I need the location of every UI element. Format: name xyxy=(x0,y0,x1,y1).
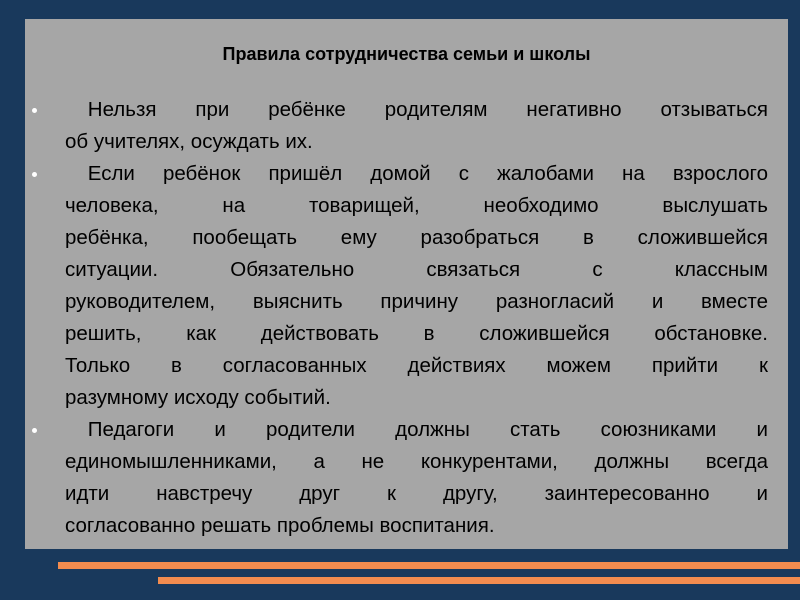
word: друг xyxy=(299,482,341,505)
text-line xyxy=(65,158,768,190)
word: союзниками xyxy=(600,418,717,441)
word: на xyxy=(222,194,246,217)
word: Нельзя xyxy=(65,98,157,121)
bullet-text xyxy=(65,94,768,158)
word: товарищей, xyxy=(309,194,420,217)
word: пришёл xyxy=(268,162,343,185)
word: с xyxy=(458,162,469,185)
text-line xyxy=(65,222,768,254)
word: домой xyxy=(370,162,431,185)
word: разобраться xyxy=(420,226,540,249)
word: ситуации. xyxy=(65,258,159,281)
text-line xyxy=(65,286,768,318)
text-line xyxy=(65,478,768,510)
word: и xyxy=(214,418,226,441)
word: Только xyxy=(65,354,131,377)
word: к xyxy=(759,354,768,377)
bullet-item-1 xyxy=(25,94,788,158)
word: Если xyxy=(65,162,135,185)
word: связаться xyxy=(426,258,521,281)
word: должны xyxy=(594,450,670,473)
word: не xyxy=(361,450,385,473)
word: должны xyxy=(395,418,470,441)
word: родители xyxy=(265,418,356,441)
word: конкурентами, xyxy=(420,450,558,473)
word: взрослого xyxy=(672,162,768,185)
bullet-text xyxy=(65,414,768,542)
bullet-list xyxy=(25,94,788,542)
word: негативно xyxy=(526,98,622,121)
word: действиях xyxy=(407,354,506,377)
word: как xyxy=(186,322,216,345)
text-line xyxy=(65,510,768,542)
word: выслушать xyxy=(662,194,768,217)
text-line xyxy=(65,126,768,158)
word: согласованных xyxy=(222,354,367,377)
bullet-item-3 xyxy=(25,414,788,542)
bullet-item-2 xyxy=(25,158,788,414)
bullet-text xyxy=(65,158,768,414)
slide-title: Правила сотрудничества семьи и школы xyxy=(222,44,591,64)
word: Педагоги xyxy=(65,418,175,441)
word: прийти xyxy=(651,354,719,377)
word: жалобами xyxy=(497,162,594,185)
text-line xyxy=(65,350,768,382)
word: классным xyxy=(674,258,768,281)
text-line xyxy=(65,190,768,222)
word: всегда xyxy=(705,450,768,473)
word: человека, xyxy=(65,194,159,217)
word: руководителем, xyxy=(65,290,216,313)
word: ребёнка, xyxy=(65,226,149,249)
accent-line-short xyxy=(158,577,800,584)
word: в xyxy=(423,322,435,345)
word: при xyxy=(195,98,230,121)
text-line xyxy=(65,382,768,414)
word: а xyxy=(313,450,325,473)
word: ребёнке xyxy=(268,98,346,121)
word: родителям xyxy=(384,98,488,121)
word: пообещать xyxy=(192,226,298,249)
word: в xyxy=(582,226,594,249)
word: идти xyxy=(65,482,110,505)
word: навстречу xyxy=(156,482,253,505)
word: причину xyxy=(380,290,459,313)
word: и xyxy=(756,418,768,441)
bullet-dot-icon xyxy=(32,172,37,177)
word: стать xyxy=(509,418,561,441)
word: на xyxy=(622,162,645,185)
word: с xyxy=(592,258,603,281)
word: и xyxy=(756,482,768,505)
text-line xyxy=(65,94,768,126)
line-text: разумному исходу событий. xyxy=(65,386,331,409)
word: в xyxy=(171,354,182,377)
word: можем xyxy=(546,354,611,377)
word: сложившейся xyxy=(479,322,610,345)
line-text: согласованно решать проблемы воспитания. xyxy=(65,514,495,537)
word: заинтересованно xyxy=(544,482,710,505)
word: единомышленниками, xyxy=(65,450,277,473)
word: другу, xyxy=(442,482,498,505)
word: к xyxy=(387,482,396,505)
word: разногласий xyxy=(495,290,615,313)
bullet-dot-icon xyxy=(32,428,37,433)
word: выяснить xyxy=(252,290,343,313)
word: решить, xyxy=(65,322,142,345)
word: сложившейся xyxy=(637,226,768,249)
word: Обязательно xyxy=(230,258,355,281)
word: ребёнок xyxy=(162,162,241,185)
bullet-dot-icon xyxy=(32,108,37,113)
word: вместе xyxy=(701,290,768,313)
accent-line-long xyxy=(58,562,800,569)
word: действовать xyxy=(260,322,379,345)
content-panel xyxy=(25,19,788,549)
word: необходимо xyxy=(483,194,599,217)
text-line xyxy=(65,254,768,286)
text-line xyxy=(65,446,768,478)
word: и xyxy=(651,290,664,313)
word: обстановке. xyxy=(654,322,768,345)
text-line xyxy=(65,318,768,350)
word: ему xyxy=(340,226,377,249)
text-line xyxy=(65,414,768,446)
word: отзываться xyxy=(660,98,768,121)
line-text: об учителях, осуждать их. xyxy=(65,130,313,153)
